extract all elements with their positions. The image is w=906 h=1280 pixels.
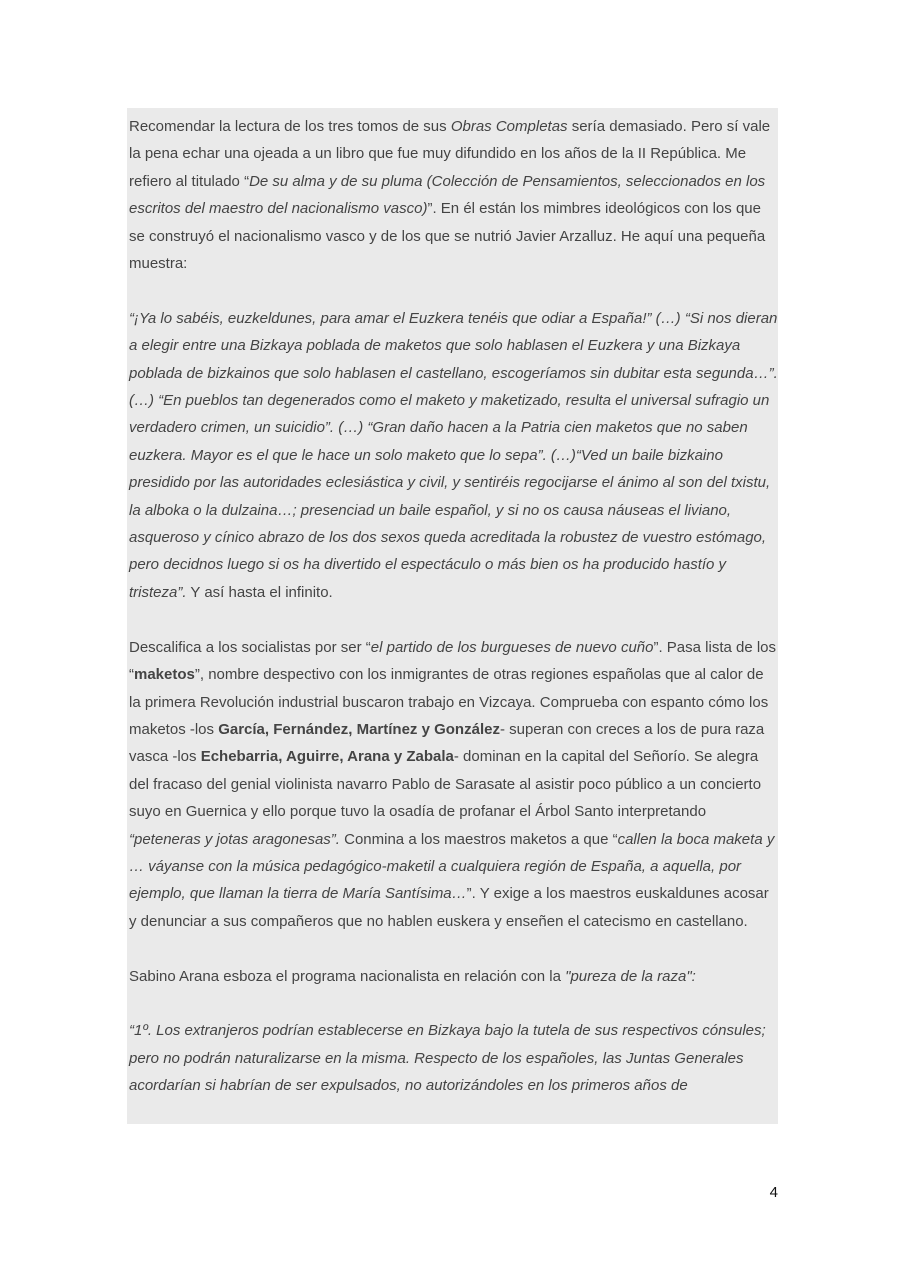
paragraph-gap [129, 990, 778, 1017]
text-run: Y así hasta el infinito. [186, 583, 333, 601]
text-run: Sabino Arana esboza el programa nacionalista en relación con la [129, 967, 566, 985]
text-run: ”. Pasa lista de los “ [129, 638, 777, 684]
bold-text: maketos [134, 666, 195, 684]
paragraph-socialists [129, 634, 778, 935]
italic-text: Obras Completas [450, 118, 568, 135]
italic-text: “peteneras y jotas aragonesas”. [129, 830, 340, 848]
italic-text: el partido de los burgueses de nuevo cuño [370, 638, 654, 656]
text-run: Recomendar la lectura de los tres tomos de sus [129, 118, 451, 135]
paragraph-quotes [129, 305, 778, 606]
italic-text: "pureza de la raza": [565, 967, 696, 985]
paragraph-gap [129, 935, 778, 962]
paragraph-program-point-1 [129, 1017, 778, 1099]
paragraph-gap [129, 606, 778, 633]
text-run: Conmina a los maestros maketos a que “ [339, 830, 618, 848]
italic-text: callen la boca maketa y … váyanse con la música pedagógico-maketil a cualquiera región de España, a aquella, por ejemplo, que llaman la tierra de María Santísima… [129, 830, 775, 903]
paragraph-gap [129, 277, 778, 304]
text-run: ”. En él están los mimbres ideológicos con los que se construyó el nacionalismo vasco y de los que se nutrió Javier Arzalluz. He aquí una pequeña muestra: [129, 200, 766, 273]
italic-text: “1º. Los extranjeros podrían establecerse en Bizkaya bajo la tutela de sus respectivos cónsules; pero no podrán naturalizarse en la misma. Respecto de los españoles, las Juntas Generales acordarían si habrían de ser expulsados, no autorizándoles en los primeros años de [129, 1022, 766, 1095]
page-number: 4 [769, 1184, 778, 1201]
bold-text: García, Fernández, Martínez y González [218, 720, 500, 738]
paragraph-intro [129, 113, 778, 277]
paragraph-race-program [129, 963, 778, 990]
text-run: sería demasiado. Pero sí vale la pena echar una ojeada a un libro que fue muy difundido en los años de la II República. Me refiero al titulado “ [129, 118, 771, 190]
text-run: - dominan en la capital del Señorío. Se alegra del fracaso del genial violinista navarro Pablo de Sarasate al asistir poco público a un concierto suyo en Guernica y ello porque tuvo la osadía de profanar el Árbol Santo interpretando [129, 748, 762, 821]
text-run: - superan con creces a los de pura raza vasca -los [129, 720, 765, 766]
text-run: ”, nombre despectivo con los inmigrantes de otras regiones españolas que al calor de la primera Revolución industrial buscaron trabajo en Vizcaya. Comprueba con espanto cómo los maketos -los [129, 666, 769, 738]
text-run: ”. Y exige a los maestros euskaldunes acosar y denunciar a sus compañeros que no hablen euskera y enseñen el catecismo en castellano. [129, 885, 769, 930]
italic-text: “¡Ya lo sabéis, euzkeldunes, para amar el Euzkera tenéis que odiar a España!” (…) “Si nos dieran a elegir entre una Bizkaya poblada de maketos que solo hablasen el Euzkera y una Bizkaya poblada de bizkainos que solo hablasen el castellano, escogeríamos sin dubitar esta segunda…”. (…) “En pueblos tan degenerados como el maketo y maketizado, resulta el universal sufragio un verdadero crimen, un suicidio”. (…) “Gran daño hacen a la Patria cien maketos que no saben euzkera. Mayor es el que le hace un solo maketo que lo sepa”. (…)“Ved un baile bizkaino presidido por las autoridades eclesiástica y civil, y sentiréis regocijarse el ánimo al son del txistu, la alboka o la dulzaina…; presenciad un baile español, y si no os causa náuseas el liviano, asqueroso y cínico abrazo de los dos sexos queda acreditada la robustez de vuestro estómago, pero decidnos luego si os ha divertido el espectáculo o más bien os ha producido hastío y tristeza”. [129, 309, 778, 601]
document-body [127, 108, 778, 1124]
text-run: Descalifica a los socialistas por ser “ [129, 638, 371, 656]
italic-text: De su alma y de su pluma (Colección de Pensamientos, seleccionados en los escritos del maestro del nacionalismo vasco) [129, 172, 766, 218]
bold-text: Echebarria, Aguirre, Arana y Zabala [200, 748, 454, 766]
